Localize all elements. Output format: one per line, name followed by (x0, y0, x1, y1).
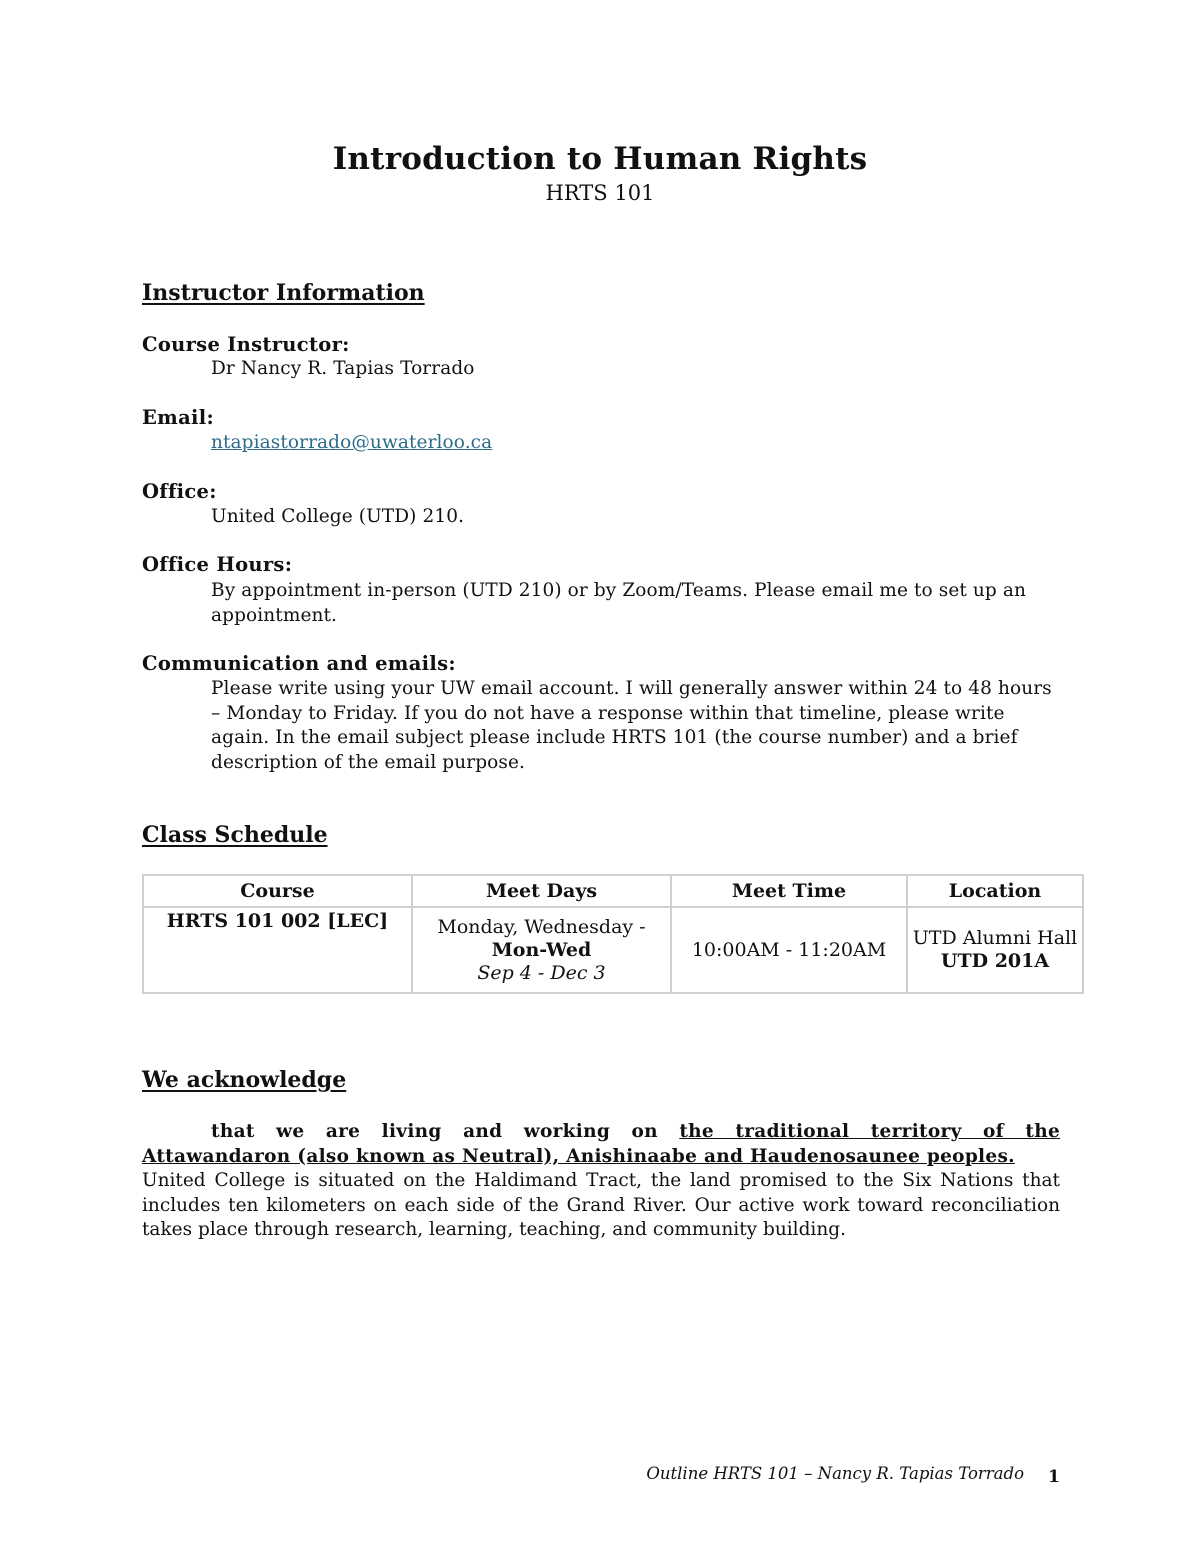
document-title: Introduction to Human Rights (332, 141, 868, 177)
acknowledgement-body: United College is situated on the Haldimand Tract, the land promised to the Six Nations that includes ten kilometers on each side of the Grand River. Our active work toward reconciliation takes place through research, learning, teaching, and community building. (142, 1170, 1060, 1241)
table-row (143, 907, 1083, 993)
column-header-location: Location (907, 875, 1083, 907)
acknowledgement-heading: We acknowledge (142, 1067, 347, 1093)
acknowledgement-text (142, 1120, 1060, 1243)
acknowledgement-territory-1: the traditional territory of the (679, 1121, 1061, 1142)
column-header-meet-time: Meet Time (671, 875, 907, 907)
office-hours-label: Office Hours: (142, 553, 293, 576)
email-label: Email: (142, 406, 214, 429)
email-link[interactable]: ntapiastorrado@uwaterloo.ca (211, 432, 493, 453)
meet-days-short: Mon-Wed (491, 938, 592, 961)
course-code: HRTS 101 (166, 910, 275, 932)
class-schedule-table (142, 874, 1084, 994)
course-instructor-label: Course Instructor: (142, 333, 350, 356)
location-cell (907, 907, 1083, 993)
office-hours-value: By appointment in-person (UTD 210) or by Zoom/Teams. Please email me to set up an appointment. (211, 580, 1026, 626)
schedule-header-row (143, 875, 1083, 907)
location-building: UTD Alumni Hall (912, 927, 1078, 949)
acknowledgement-intro: that we are living and working on (211, 1121, 680, 1142)
office-label: Office: (142, 480, 217, 503)
meet-dates: Sep 4 - Dec 3 (477, 961, 606, 984)
course-cell (143, 907, 412, 993)
location-room: UTD 201A (940, 950, 1050, 972)
acknowledgement-line-1 (142, 1120, 1060, 1145)
email-value-container (211, 431, 1061, 456)
meet-days-full: Monday, Wednesday - (437, 915, 646, 938)
instructor-section-heading: Instructor Information (142, 280, 425, 306)
communication-label: Communication and emails: (142, 652, 456, 675)
page-footer: Outline HRTS 101 – Nancy R. Tapias Torrado (646, 1464, 1024, 1483)
column-header-meet-days: Meet Days (412, 875, 671, 907)
communication-value: Please write using your UW email account. I will generally answer within 24 to 48 hours – Monday to Friday. If you do not have a response within that timeline, please write again. In the email subject please include HRTS 101 (the course number) and a brief description of the email purpose. (211, 678, 1052, 773)
column-header-course: Course (143, 875, 412, 907)
schedule-section-heading: Class Schedule (142, 822, 328, 848)
page-number: 1 (1048, 1467, 1060, 1487)
acknowledgement-territory-2: Attawandaron (also known as Neutral), Anishinaabe and Haudenosaunee peoples. (142, 1145, 1015, 1167)
course-section: 002 [LEC] (274, 910, 389, 932)
course-instructor-value: Dr Nancy R. Tapias Torrado (211, 358, 475, 379)
meet-days-cell (412, 907, 671, 993)
meet-time-cell: 10:00AM - 11:20AM (671, 907, 907, 993)
office-value: United College (UTD) 210. (211, 506, 465, 527)
document-subtitle: HRTS 101 (545, 181, 655, 205)
